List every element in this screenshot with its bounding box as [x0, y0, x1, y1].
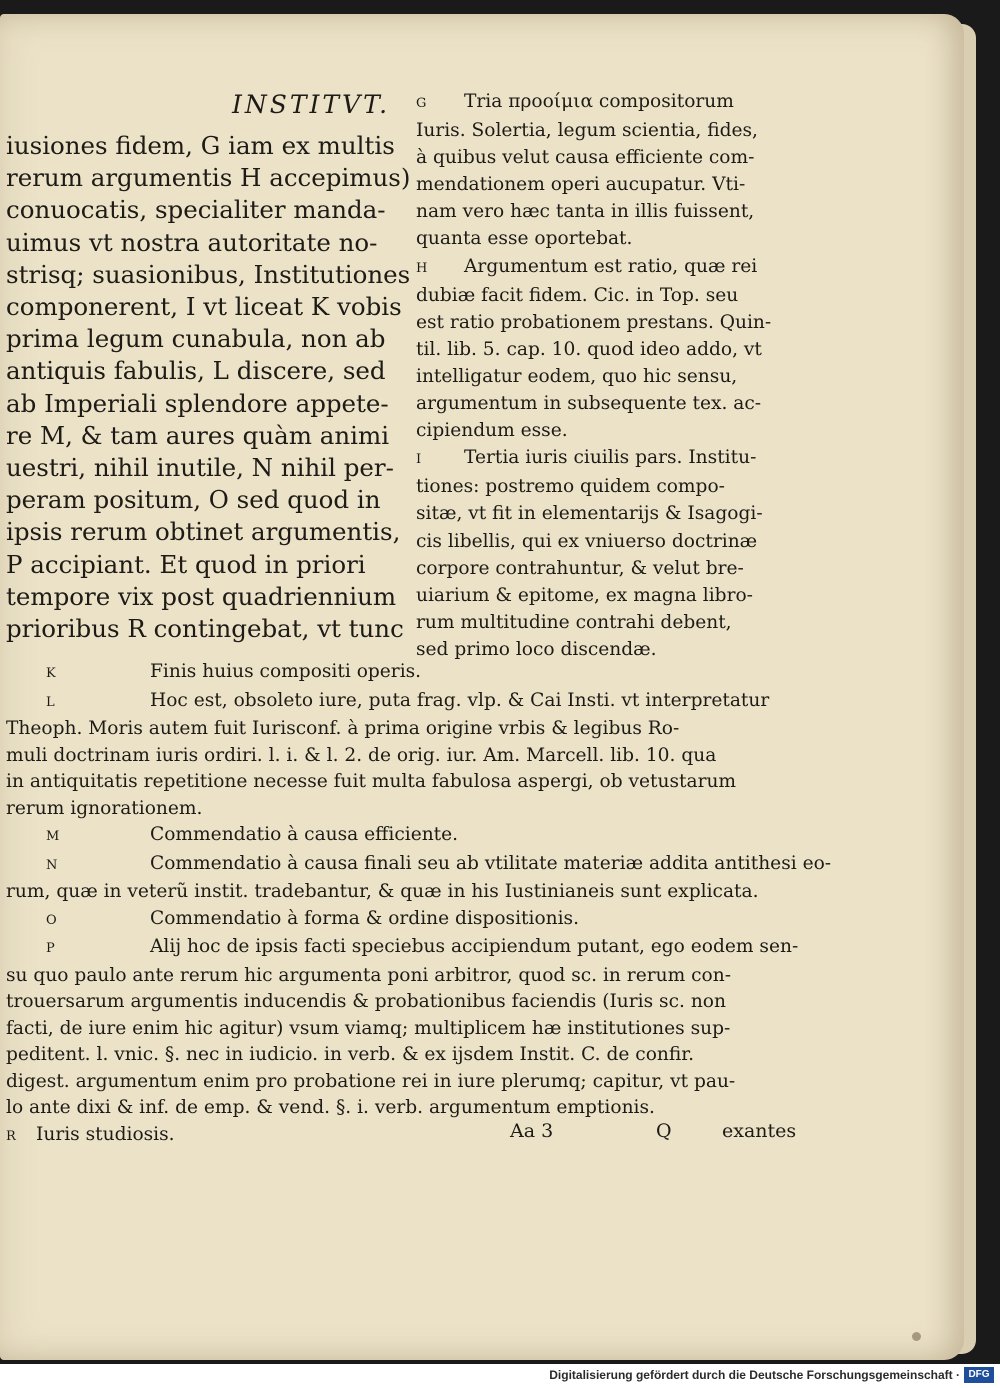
commentary-line — [416, 555, 808, 582]
commentary-line — [416, 609, 808, 636]
commentary-line — [416, 117, 808, 144]
footnote-line — [6, 796, 806, 823]
footnote-text: Commendatio à causa efficiente. — [150, 824, 459, 845]
footnote-marker: K — [46, 666, 57, 681]
footnote-line — [6, 989, 806, 1016]
commentary-text: argumentum in subsequente tex. ac- — [416, 393, 762, 415]
main-text-column — [6, 130, 411, 645]
commentary-text: Tertia iuris ciuilis pars. Institu- — [464, 447, 757, 469]
footnote-line — [6, 851, 832, 880]
note-marker: H — [416, 260, 429, 276]
text-line: prioribus R contingebat, vt tunc — [6, 614, 404, 644]
footnote-line — [6, 1016, 806, 1043]
commentary-text: cis libellis, qui ex vniuerso doctrinæ — [416, 530, 758, 552]
footnote-text: rum, quæ in veterũ instit. tradebantur, & quæ in his Iustinianeis sunt explicata. — [6, 881, 759, 902]
footnotes-block — [6, 659, 832, 1150]
note-marker: I — [416, 452, 423, 468]
text-line: strisq; suasionibus, Institutiones — [6, 259, 411, 289]
footnote-text: Hoc est, obsoleto iure, puta frag. vlp. & Cai Insti. vt interpretatur — [150, 689, 770, 711]
footnote-line — [6, 743, 806, 770]
footnote-text: digest. argumentum enim pro probatione rei in iure plerumq; capitur, vt pau- — [6, 1070, 736, 1092]
text-line: ab Imperiali splendore appete- — [6, 388, 389, 418]
note-marker: G — [416, 96, 428, 111]
text-line: rerum argumentis H accepimus) — [6, 163, 411, 193]
commentary-line — [416, 444, 808, 473]
commentary-text: Tria προοίμια compositorum — [464, 91, 734, 112]
commentary-line — [416, 225, 808, 252]
funding-bar — [0, 1364, 1000, 1388]
footnote-marker: R — [6, 1128, 17, 1144]
commentary-text: mendationem operi aucupatur. Vti- — [416, 174, 746, 196]
commentary-text: nam vero hæc tanta in illis fuissent, — [416, 201, 755, 223]
text-line: peram positum, O sed quod in — [6, 485, 381, 515]
footnote-line — [6, 906, 806, 935]
footnote-text: lo ante dixi & inf. de emp. & vend. §. i. verb. argumentum emptionis. — [6, 1097, 655, 1118]
scanned-page — [0, 14, 964, 1360]
signature-mark: Aa 3 — [510, 1120, 554, 1142]
footnote-line — [6, 769, 806, 796]
footnote-text: Commendatio à causa finali seu ab vtilitate materiæ addita antithesi eo- — [150, 852, 832, 874]
text-line: P accipiant. Et quod in priori — [6, 549, 366, 579]
commentary-line — [416, 282, 808, 309]
footnote-text: in antiquitatis repetitione necesse fuit multa fabulosa aspergi, ob vetustarum — [6, 771, 737, 792]
commentary-text: tiones: postremo quidem compo- — [416, 476, 725, 498]
footnote-text: muli doctrinam iuris ordiri. l. i. & l. 2. de orig. iur. Am. Marcell. lib. 10. qua — [6, 744, 717, 766]
text-line: prima legum cunabula, non ab — [6, 324, 386, 354]
text-line: conuocatis, specialiter manda- — [6, 195, 386, 225]
commentary-text: quanta esse oportebat. — [416, 228, 633, 250]
footnote-text: Iuris studiosis. — [36, 1123, 175, 1145]
footnote-text: facti, de iure enim hic agitur) vsum viamq; multiplicem hæ institutiones sup- — [6, 1017, 731, 1039]
footnote-marker: N — [46, 857, 59, 873]
commentary-line — [416, 88, 808, 117]
commentary-line — [416, 500, 808, 527]
commentary-line — [416, 528, 808, 555]
commentary-text: sitæ, vt fit in elementarijs & Isagogi- — [416, 503, 763, 525]
text-line: uimus vt nostra autoritate no- — [6, 227, 378, 257]
commentary-line — [416, 309, 808, 336]
commentary-line — [416, 144, 808, 171]
commentary-line — [416, 473, 808, 500]
footnote-line — [6, 963, 806, 990]
text-line: uestri, nihil inutile, N nihil per- — [6, 453, 394, 483]
commentary-text: sed primo loco discendæ. — [416, 638, 657, 660]
commentary-text: til. lib. 5. cap. 10. quod ideo addo, vt — [416, 338, 762, 360]
commentary-text: Iuris. Solertia, legum scientia, fides, — [416, 120, 758, 142]
footnote-marker: P — [46, 941, 56, 956]
footnote-marker: O — [46, 912, 58, 928]
footnote-line — [6, 1042, 806, 1069]
quire-mark: Q — [656, 1120, 672, 1142]
commentary-text: corpore contrahuntur, & velut bre- — [416, 557, 744, 579]
text-line: componerent, I vt liceat K vobis — [6, 292, 402, 322]
commentary-line — [416, 390, 808, 417]
footnote-line — [6, 1069, 806, 1096]
footnote-text: Commendatio à forma & ordine dispositionis. — [150, 907, 580, 929]
commentary-text: à quibus velut causa efficiente com- — [416, 147, 755, 169]
running-title: INSTITVT. — [232, 90, 391, 119]
funding-text: Digitalisierung gefördert durch die Deutsche Forschungsgemeinschaft · — [549, 1368, 960, 1382]
commentary-line — [416, 417, 808, 444]
text-line: iusiones fidem, G iam ex multis — [6, 131, 395, 160]
catchword: exantes — [722, 1120, 797, 1142]
footnote-marker: L — [46, 694, 56, 710]
text-line: ipsis rerum obtinet argumentis, — [6, 517, 401, 547]
commentary-text: est ratio probationem prestans. Quin- — [416, 311, 772, 333]
commentary-line — [416, 582, 808, 609]
footnote-line — [6, 659, 806, 688]
commentary-line — [416, 253, 808, 282]
footnote-text: Theoph. Moris autem fuit Iurisconf. à prima origine vrbis & legibus Ro- — [6, 718, 680, 739]
footnote-text: Finis huius compositi operis. — [150, 661, 422, 682]
footnote-line — [6, 822, 806, 851]
commentary-column — [416, 88, 808, 663]
footnote-line — [6, 934, 806, 963]
text-line: re M, & tam aures quàm animi — [6, 420, 390, 450]
footnote-text: trouersarum argumentis inducendis & probationibus faciendis (Iuris sc. non — [6, 991, 726, 1012]
footnote-marker: M — [46, 829, 61, 844]
commentary-text: Argumentum est ratio, quæ rei — [464, 255, 758, 277]
paper-stain — [912, 1332, 921, 1341]
footnote-text: rerum ignorationem. — [6, 797, 203, 819]
text-line: tempore vix post quadriennium — [6, 581, 397, 611]
commentary-text: uiarium & epitome, ex magna libro- — [416, 584, 753, 606]
commentary-text: cipiendum esse. — [416, 420, 568, 442]
footnote-text: Alij hoc de ipsis facti speciebus accipiendum putant, ego eodem sen- — [150, 936, 799, 957]
footnote-line — [6, 1095, 806, 1122]
footnote-text: peditent. l. vnic. §. nec in iudicio. in verb. & ex ijsdem Instit. C. de confir. — [6, 1044, 695, 1065]
footnote-line — [6, 716, 806, 743]
commentary-line — [416, 336, 808, 363]
commentary-text: intelligatur eodem, quo hic sensu, — [416, 365, 738, 387]
commentary-line — [416, 198, 808, 225]
commentary-line — [416, 171, 808, 198]
dfg-logo-icon: DFG — [964, 1367, 994, 1383]
commentary-line — [416, 363, 808, 390]
commentary-text: dubiæ facit fidem. Cic. in Top. seu — [416, 284, 739, 306]
text-line: antiquis fabulis, L discere, sed — [6, 356, 386, 386]
footnote-line — [6, 1122, 806, 1151]
footnote-text: su quo paulo ante rerum hic argumenta poni arbitror, quod sc. in rerum con- — [6, 964, 731, 986]
footnote-line — [6, 688, 806, 717]
commentary-text: rum multitudine contrahi debent, — [416, 611, 732, 633]
footnote-line — [6, 879, 806, 906]
